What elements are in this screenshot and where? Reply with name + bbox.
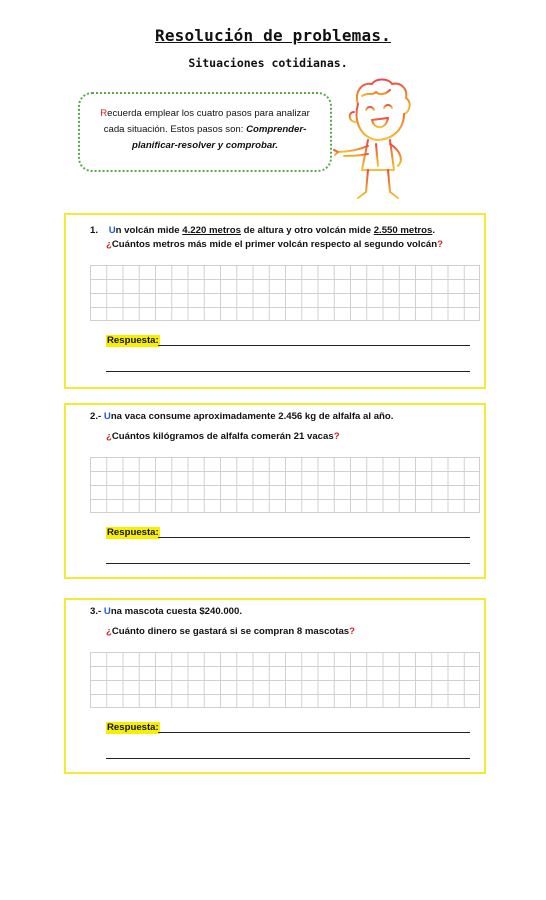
problem-1-grid[interactable] [90, 265, 480, 321]
problem-text-2: de altura y otro volcán mide [240, 225, 374, 236]
tip-steps: Comprender-planificar-resolver y comprobar. [131, 124, 307, 151]
question-text: Cuántos metros más mide el primer volcán respecto al segundo volcán [111, 239, 438, 250]
answer-line-2[interactable] [106, 758, 470, 759]
problem-3-grid[interactable] [90, 652, 480, 708]
question-open: ¿ [106, 431, 112, 442]
answer-label: Respuesta: [107, 527, 159, 538]
question-close: ? [349, 626, 356, 637]
problem-1-statement [90, 225, 435, 236]
pointing-boy-icon [332, 74, 420, 204]
problem-2-box [64, 403, 486, 579]
question-close: ? [333, 431, 340, 442]
problem-2-grid[interactable] [90, 457, 480, 513]
problem-2-question [106, 431, 340, 442]
answer-line-1[interactable] [158, 345, 470, 346]
tip-box [78, 92, 332, 172]
worksheet-subtitle: Situaciones cotidianas. [188, 56, 348, 70]
question-open: ¿ [106, 626, 112, 637]
problem-first-letter: U [103, 411, 111, 422]
answer-label: Respuesta: [107, 722, 159, 733]
question-text: Cuántos kilógramos de alfalfa comerán 21 vacas [111, 431, 334, 442]
problem-period: . [432, 225, 436, 236]
problem-first-letter: U [108, 225, 116, 236]
question-text: Cuánto dinero se gastará si se compran 8 mascotas [111, 626, 350, 637]
volcano-1-height: 4.220 metros [182, 225, 241, 236]
problem-text: n volcán mide [115, 225, 183, 236]
problem-2-statement [90, 411, 393, 422]
answer-label: Respuesta: [107, 335, 159, 346]
answer-line-2[interactable] [106, 371, 470, 372]
problem-3-box [64, 598, 486, 774]
answer-line-2[interactable] [106, 563, 470, 564]
answer-line-1[interactable] [158, 537, 470, 538]
question-close: ? [437, 239, 443, 250]
question-open: ¿ [106, 239, 112, 250]
tip-text: ecuerda emplear los cuatro pasos para analizar cada situación. Estos pasos son: [103, 108, 310, 135]
problem-3-question [106, 626, 355, 637]
problem-1-question [106, 239, 443, 250]
problem-text: na vaca consume aproximadamente 2.456 kg de alfalfa al año. [110, 411, 394, 422]
answer-line-1[interactable] [158, 732, 470, 733]
tip-first-letter: R [100, 108, 108, 119]
worksheet-title: Resolución de problemas. [155, 26, 391, 45]
problem-first-letter: U [103, 606, 111, 617]
problem-number: 1. [90, 225, 99, 236]
problem-text: na mascota cuesta $240.000. [110, 606, 243, 617]
problem-1-box [64, 213, 486, 389]
problem-number: 3.- [90, 606, 102, 617]
problem-number: 2.- [90, 411, 102, 422]
problem-3-statement [90, 606, 242, 617]
volcano-2-height: 2.550 metros [373, 225, 433, 236]
